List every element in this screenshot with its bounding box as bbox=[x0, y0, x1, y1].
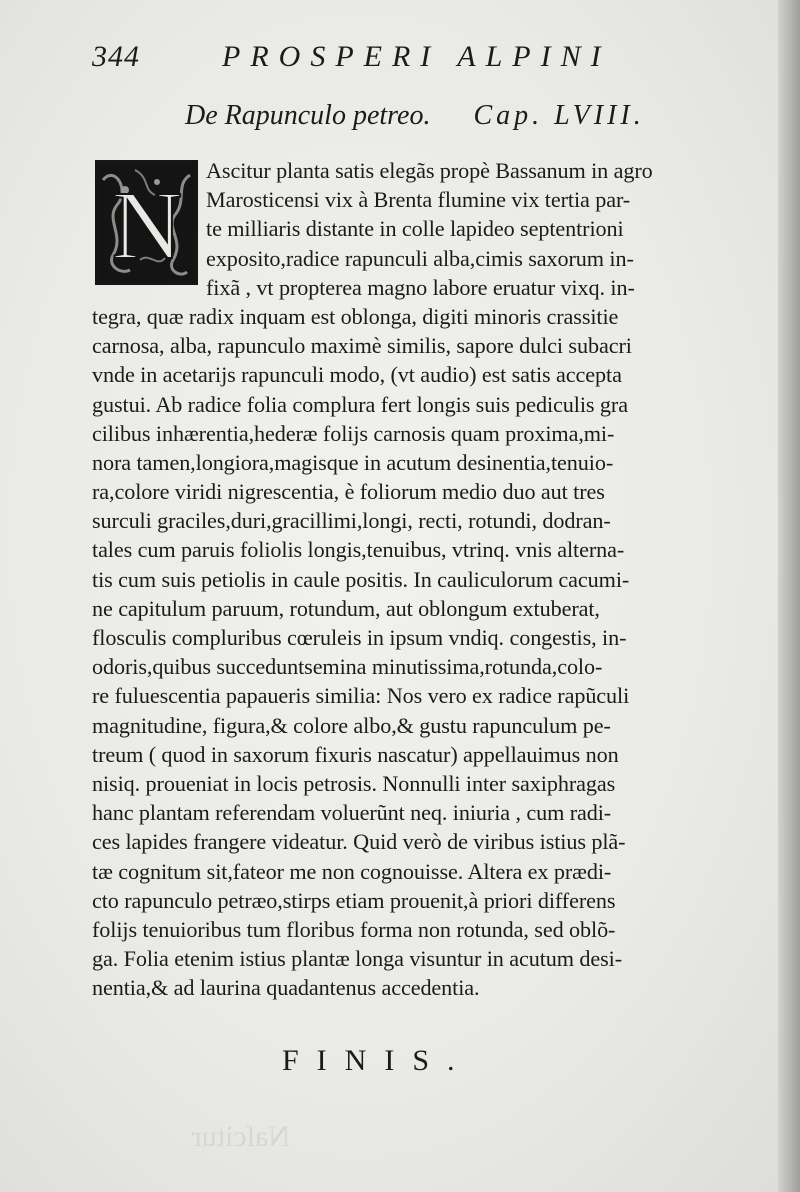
finis: FINIS. bbox=[282, 1044, 473, 1077]
text-line: exposito,radice rapunculi alba,cimis saxorum in- bbox=[206, 245, 634, 271]
text-line: carnosa, alba, rapunculo maximè similis, sapore dulci subacri bbox=[92, 333, 632, 359]
initial-letter: N bbox=[111, 172, 183, 280]
text-line: magnitudine, figura,& colore albo,& gustu rapunculum pe- bbox=[92, 712, 611, 738]
text-line: tegra, quæ radix inquam est oblonga, digiti minoris crassitie bbox=[92, 303, 619, 329]
text-line: folijs tenuioribus tum floribus forma non rotunda, sed oblõ- bbox=[92, 916, 616, 942]
text-line: nentia,& ad laurina quadantenus accedentia. bbox=[92, 975, 480, 1001]
text-line: vnde in acetarijs rapunculi modo, (vt audio) est satis accepta bbox=[92, 362, 622, 388]
text-line: flosculis compluribus cœruleis in ipsum vndiq. congestis, in- bbox=[92, 625, 627, 650]
text-line: tis cum suis petiolis in caule positis. In cauliculorum cacumi- bbox=[92, 566, 630, 592]
body-text bbox=[92, 156, 760, 1002]
text-line: nora tamen,longiora,magisque in acutum desinentia,tenuio- bbox=[92, 449, 614, 475]
text-line: ne capitulum paruum, rotundum, aut oblongum extuberat, bbox=[92, 595, 600, 621]
bleed-through-mark: Naſcitur bbox=[191, 1120, 290, 1153]
running-head: PROSPERI ALPINI bbox=[222, 40, 611, 73]
text-line: surculi graciles,duri,gracillimi,longi, recti, rotundi, dodran- bbox=[92, 508, 611, 534]
text-line: treum ( quod in saxorum fixuris nascatur) appellauimus non bbox=[92, 741, 619, 767]
text-line: ra,colore viridi nigrescentia, è foliorum medio duo aut tres bbox=[92, 479, 605, 505]
text-line: cto rapunculo petræo,stirps etiam prouenit,à priori differens bbox=[92, 887, 616, 913]
text-line: tales cum paruis foliolis longis,tenuibus, vtrinq. vnis alterna- bbox=[92, 537, 625, 563]
page-gutter bbox=[778, 0, 800, 1192]
chapter-number: Cap. LVIII. bbox=[473, 100, 645, 131]
text-line: odoris,quibus succeduntsemina minutissima,rotunda,colo- bbox=[92, 654, 603, 680]
text-line: te milliaris distante in colle lapideo septentrioni bbox=[206, 216, 624, 242]
text-line: ces lapides frangere videatur. Quid verò de viribus istius plã- bbox=[92, 829, 626, 855]
text-line: ga. Folia etenim istius plantæ longa visuntur in acutum desi- bbox=[92, 946, 623, 972]
text-line: Ascitur planta satis elegãs propè Bassanum in agro bbox=[206, 158, 653, 183]
text-line: nisiq. proueniat in locis petrosis. Nonnulli inter saxiphragas bbox=[92, 770, 616, 796]
page-number: 344 bbox=[92, 40, 140, 73]
text-line: gustui. Ab radice folia complura fert longis suis pediculis gra bbox=[92, 391, 628, 417]
text-line: fixã , vt propterea magno labore eruatur vixq. in- bbox=[206, 274, 635, 300]
text-line: hanc plantam referendam voluerũnt neq. iniuria , cum radi- bbox=[92, 800, 612, 826]
chapter-heading bbox=[185, 100, 665, 140]
text-line: cilibus inhærentia,hederæ folijs carnosis quam proxima,mi- bbox=[92, 420, 615, 446]
text-line: tæ cognitum sit,fateor me non cognouisse. Altera ex prædi- bbox=[92, 858, 612, 884]
text-line: re fuluescentia papaueris similia: Nos vero ex radice rapũculi bbox=[92, 683, 630, 709]
text-line: Marosticensi vix à Brenta flumine vix tertia par- bbox=[206, 187, 631, 213]
chapter-title: De Rapunculo petreo. bbox=[185, 100, 431, 131]
page-header bbox=[92, 40, 652, 80]
